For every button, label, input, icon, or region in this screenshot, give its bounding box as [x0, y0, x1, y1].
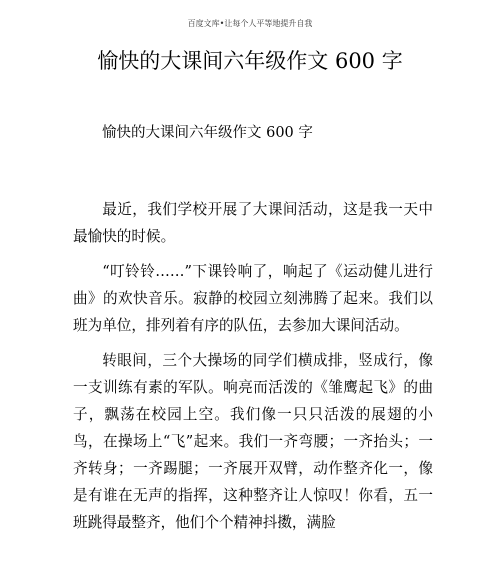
document-subtitle: 愉快的大课间六年级作文 600 字	[102, 125, 313, 141]
document-title: 愉快的大课间六年级作文 600 字	[97, 49, 403, 73]
document-body	[73, 196, 433, 544]
paragraph: 最近，我们学校开展了大课间活动，这是我一天中最愉快的时候。	[73, 201, 433, 245]
paragraph: “叮铃铃……”下课铃响了，响起了《运动健儿进行曲》的欢快音乐。寂静的校园立刻沸腾了起来。我们以班为单位，排列着有序的队伍，去参加大课间活动。	[73, 263, 433, 334]
page-header: 百度文库•让每个人平等地提升自我	[187, 19, 313, 28]
paragraph: 转眼间，三个大操场的同学们横成排，竖成行，像一支训练有素的军队。响亮而活泼的《雏鹰起飞》的曲子，飘荡在校园上空。我们像一只只活泼的展翅的小鸟，在操场上“飞”起来。我们一齐弯腰；一齐抬头；一齐转身；一齐踢腿；一齐展开双臂，动作整齐化一，像是有谁在无声的指挥，这种整齐让人惊叹！你看，五一班跳得最整齐，他们个个精神抖擞，满脸	[73, 352, 433, 531]
